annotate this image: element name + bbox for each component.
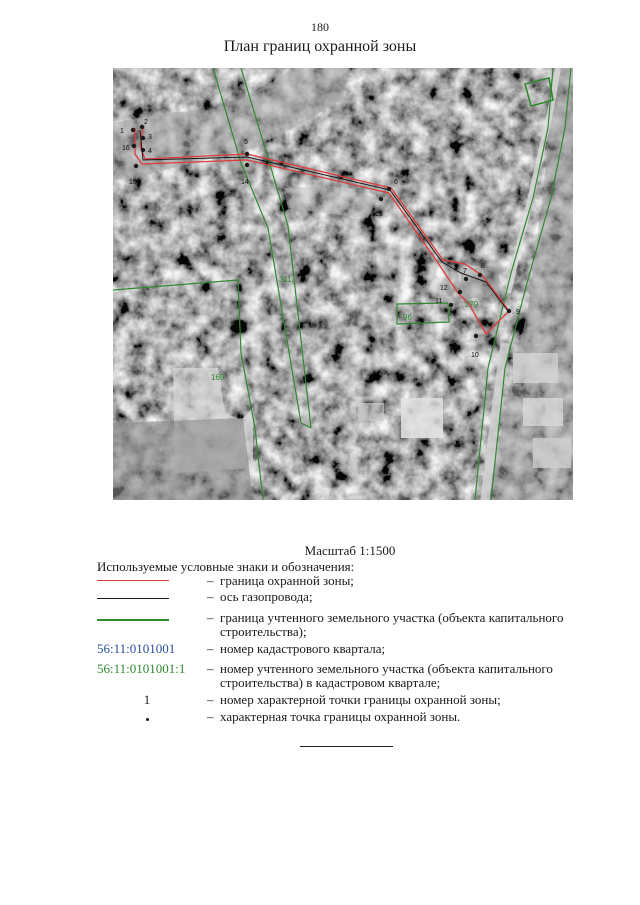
point-12	[458, 290, 462, 294]
map-scale: Масштаб 1:1500	[304, 543, 396, 558]
building-center	[401, 398, 443, 438]
point-label-10: 10	[471, 352, 479, 359]
parcel-label-311: 311	[279, 275, 292, 284]
legend-dash: –	[207, 709, 214, 724]
legend-row-parcel-number	[97, 662, 577, 692]
point-label-7: 7	[463, 268, 467, 275]
legend-dash: –	[207, 589, 214, 604]
point-10	[474, 334, 478, 338]
legend-row-zone-boundary	[97, 574, 577, 588]
point-label-2: 2	[144, 119, 148, 126]
point-label-6: 6	[394, 179, 398, 186]
point-label-9: 9	[516, 309, 520, 316]
legend-desc: номер учтенного земельного участка (объекта капитального строительства) в кадастровом квартале;	[220, 661, 553, 690]
gas-axis-symbol	[97, 598, 169, 599]
legend-desc: граница учтенного земельного участка (объекта капитального строительства);	[220, 610, 564, 639]
point-14	[245, 163, 249, 167]
parcel-boundary-symbol	[97, 619, 169, 621]
point-8	[478, 273, 482, 277]
legend-dash: –	[207, 573, 214, 588]
point-label-11: 11	[435, 298, 443, 305]
legend-desc: характерная точка границы охранной зоны.	[220, 709, 461, 724]
legend-dash: –	[207, 661, 214, 676]
point-label-13: 13	[375, 211, 383, 218]
legend-row-cadastral-quarter	[97, 642, 577, 656]
point-15	[134, 164, 138, 168]
shed	[358, 403, 384, 421]
legend-desc: номер характерной точки границы охранной зоны;	[220, 692, 501, 707]
parcel-label-96: 96	[403, 313, 412, 322]
parcel-label-169: 169	[211, 373, 225, 382]
map-canvas	[113, 68, 573, 500]
point-7	[464, 277, 468, 281]
legend-desc: номер кадастрового квартала;	[220, 641, 386, 656]
legend-dash: –	[207, 610, 214, 625]
point-label-14: 14	[241, 179, 249, 186]
legend-desc: ось газопровода;	[220, 589, 313, 604]
point-label-12: 12	[440, 285, 448, 292]
building-east-1	[513, 353, 558, 383]
page-number: 180	[311, 20, 329, 34]
point-label-1: 1	[120, 128, 124, 135]
legend-heading: Используемые условные знаки и обозначения:	[97, 559, 355, 574]
legend-desc: граница охранной зоны;	[220, 573, 354, 588]
point-11	[449, 303, 453, 307]
legend-row-characteristic-point	[97, 710, 577, 724]
point-label-8: 8	[481, 263, 485, 270]
legend-dash: –	[207, 641, 214, 656]
point-label-3: 3	[148, 134, 152, 141]
point-dot-symbol	[146, 718, 149, 721]
parcel-number-symbol: 56:11:0101001:1	[97, 661, 186, 676]
zone-boundary-symbol	[97, 580, 169, 581]
aerial-map	[113, 68, 573, 500]
yard	[113, 418, 253, 500]
point-4	[141, 148, 145, 152]
point-number-symbol: 1	[143, 692, 151, 707]
point-label-15: 15	[129, 179, 137, 186]
point-16	[132, 144, 136, 148]
legend-dash: –	[207, 692, 214, 707]
parcel-label-279: 279	[465, 300, 479, 309]
point-5	[245, 152, 249, 156]
point-1	[131, 128, 135, 132]
building-east-2	[523, 398, 563, 426]
cadastral-quarter-symbol: 56:11:0101001	[97, 641, 176, 656]
point-9	[507, 309, 511, 313]
point-13	[379, 197, 383, 201]
building-east-3	[533, 438, 571, 468]
point-label-4: 4	[148, 148, 152, 155]
legend-row-point-number	[97, 693, 577, 707]
closing-rule	[300, 746, 393, 747]
legend-row-parcel-boundary	[97, 611, 577, 641]
point-3	[141, 136, 145, 140]
page-title: План границ охранной зоны	[223, 38, 417, 55]
point-label-16: 16	[122, 145, 130, 152]
point-6	[387, 187, 391, 191]
point-label-5: 5	[244, 139, 248, 146]
legend-row-gas-axis	[97, 590, 577, 604]
